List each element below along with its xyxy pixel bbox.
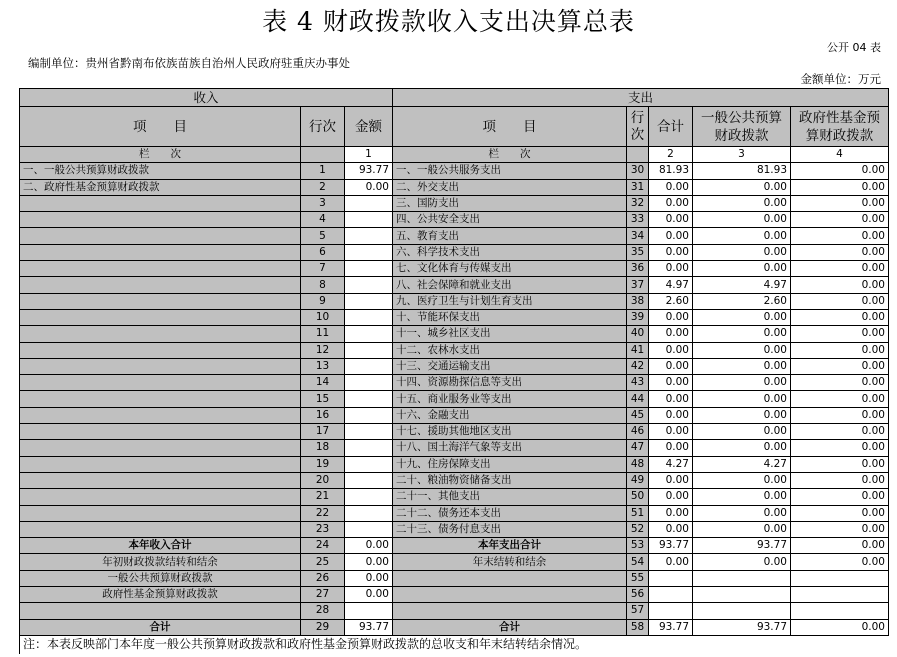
table-row [20, 440, 889, 456]
expense-item: 二十一、其他支出 [393, 489, 627, 505]
expense-item: 十九、住房保障支出 [393, 456, 627, 472]
fund-budget-amount: 0.00 [791, 407, 889, 423]
expense-row-no: 51 [627, 505, 649, 521]
income-item [20, 277, 301, 293]
income-item [20, 603, 301, 619]
expense-row-no: 55 [627, 570, 649, 586]
expense-total: 93.77 [649, 619, 693, 635]
expense-row-no: 37 [627, 277, 649, 293]
expense-item: 本年支出合计 [393, 538, 627, 554]
expense-row-no: 46 [627, 424, 649, 440]
income-row-no: 8 [301, 277, 345, 293]
income-amount [345, 309, 393, 325]
income-amount [345, 326, 393, 342]
income-item-header: 项 目 [20, 107, 301, 147]
income-amount: 0.00 [345, 554, 393, 570]
income-header: 收入 [20, 89, 393, 107]
expense-total: 0.00 [649, 554, 693, 570]
expense-row-no: 41 [627, 342, 649, 358]
expense-row-no: 57 [627, 603, 649, 619]
table-row [20, 179, 889, 195]
income-item: 合计 [20, 619, 301, 635]
expense-row-no: 53 [627, 538, 649, 554]
table-row [20, 424, 889, 440]
fund-budget-amount: 0.00 [791, 358, 889, 374]
expense-item-header: 项 目 [393, 107, 627, 147]
fund-budget-amount: 0.00 [791, 521, 889, 537]
expense-row-no: 42 [627, 358, 649, 374]
general-budget-amount: 0.00 [693, 554, 791, 570]
general-budget-amount: 2.60 [693, 293, 791, 309]
expense-total: 0.00 [649, 489, 693, 505]
income-item [20, 424, 301, 440]
expense-total: 0.00 [649, 195, 693, 211]
general-budget-amount: 0.00 [693, 358, 791, 374]
expense-total: 0.00 [649, 391, 693, 407]
income-row-no: 21 [301, 489, 345, 505]
expense-total: 0.00 [649, 342, 693, 358]
expense-row-no: 49 [627, 472, 649, 488]
income-amount [345, 277, 393, 293]
income-row-no: 7 [301, 261, 345, 277]
table-row [20, 277, 889, 293]
income-row-no: 3 [301, 195, 345, 211]
income-row-no: 10 [301, 309, 345, 325]
expense-item: 合计 [393, 619, 627, 635]
general-budget-amount: 0.00 [693, 342, 791, 358]
expense-row-no: 39 [627, 309, 649, 325]
income-row-no: 1 [301, 163, 345, 179]
expense-total: 0.00 [649, 212, 693, 228]
fund-budget-amount: 0.00 [791, 326, 889, 342]
expense-total: 93.77 [649, 538, 693, 554]
expense-total: 2.60 [649, 293, 693, 309]
expense-item: 二十三、债务付息支出 [393, 521, 627, 537]
income-row-no: 15 [301, 391, 345, 407]
income-item [20, 391, 301, 407]
general-budget-header: 一般公共预算财政拨款 [693, 107, 791, 147]
income-row-no: 24 [301, 538, 345, 554]
fund-budget-amount: 0.00 [791, 424, 889, 440]
income-row-no: 17 [301, 424, 345, 440]
expense-item: 十八、国土海洋气象等支出 [393, 440, 627, 456]
expense-item: 四、公共安全支出 [393, 212, 627, 228]
general-budget-amount [693, 570, 791, 586]
income-item [20, 407, 301, 423]
general-budget-amount: 0.00 [693, 228, 791, 244]
expense-item: 二、外交支出 [393, 179, 627, 195]
table-row [20, 375, 889, 391]
income-column-label: 栏 次 [20, 147, 301, 163]
income-row-no: 16 [301, 407, 345, 423]
income-item: 二、政府性基金预算财政拨款 [20, 179, 301, 195]
table-row [20, 195, 889, 211]
expense-item: 十二、农林水支出 [393, 342, 627, 358]
income-row-no-header: 行次 [301, 107, 345, 147]
page-title: 表 4 财政拨款收入支出决算总表 [262, 7, 635, 36]
expense-row-no: 44 [627, 391, 649, 407]
income-amount: 93.77 [345, 619, 393, 635]
income-item [20, 472, 301, 488]
table-note: 注：本表反映部门本年度一般公共预算财政拨款和政府性基金预算财政拨款的总收支和年末结转结余情况。 [20, 635, 889, 654]
income-item [20, 456, 301, 472]
income-amount: 0.00 [345, 570, 393, 586]
income-amount [345, 228, 393, 244]
table-row [20, 326, 889, 342]
income-item: 本年收入合计 [20, 538, 301, 554]
income-row-no: 22 [301, 505, 345, 521]
income-row-no: 20 [301, 472, 345, 488]
income-amount [345, 391, 393, 407]
income-item [20, 212, 301, 228]
fund-budget-amount: 0.00 [791, 538, 889, 554]
table-row [20, 309, 889, 325]
expense-total: 0.00 [649, 424, 693, 440]
income-row-no: 28 [301, 603, 345, 619]
expense-total: 0.00 [649, 228, 693, 244]
fund-budget-amount: 0.00 [791, 554, 889, 570]
income-row-no: 29 [301, 619, 345, 635]
expense-item: 十一、城乡社区支出 [393, 326, 627, 342]
fund-budget-amount: 0.00 [791, 472, 889, 488]
expense-row-no: 54 [627, 554, 649, 570]
fund-budget-amount: 0.00 [791, 195, 889, 211]
expense-row-no: 56 [627, 587, 649, 603]
general-budget-amount: 0.00 [693, 505, 791, 521]
expense-item [393, 603, 627, 619]
expense-total: 4.27 [649, 456, 693, 472]
general-budget-amount: 0.00 [693, 244, 791, 260]
fund-budget-amount [791, 587, 889, 603]
income-row-no: 6 [301, 244, 345, 260]
income-item [20, 358, 301, 374]
income-row-no: 27 [301, 587, 345, 603]
income-amount-header: 金额 [345, 107, 393, 147]
expense-item: 二十二、债务还本支出 [393, 505, 627, 521]
fund-budget-amount: 0.00 [791, 456, 889, 472]
income-item [20, 326, 301, 342]
expense-item: 十七、援助其他地区支出 [393, 424, 627, 440]
income-amount [345, 424, 393, 440]
expense-row-no: 36 [627, 261, 649, 277]
fund-budget-amount: 0.00 [791, 309, 889, 325]
income-amount [345, 440, 393, 456]
general-budget-amount: 4.97 [693, 277, 791, 293]
income-row-no: 4 [301, 212, 345, 228]
expense-row-no-header: 行次 [627, 107, 649, 147]
table-row [20, 570, 889, 586]
income-amount: 0.00 [345, 179, 393, 195]
income-item [20, 195, 301, 211]
income-item [20, 342, 301, 358]
income-item [20, 440, 301, 456]
income-row-no: 25 [301, 554, 345, 570]
income-row-no: 18 [301, 440, 345, 456]
expense-item: 六、科学技术支出 [393, 244, 627, 260]
fund-budget-amount [791, 603, 889, 619]
income-amount [345, 195, 393, 211]
expense-row-no: 35 [627, 244, 649, 260]
col-4-label: 4 [791, 147, 889, 163]
money-unit: 金额单位：万元 [800, 72, 881, 86]
expense-total [649, 603, 693, 619]
expense-row-no: 47 [627, 440, 649, 456]
income-item: 年初财政拨款结转和结余 [20, 554, 301, 570]
table-row [20, 603, 889, 619]
fund-budget-amount: 0.00 [791, 391, 889, 407]
expense-item: 二十、粮油物资储备支出 [393, 472, 627, 488]
fund-budget-amount: 0.00 [791, 261, 889, 277]
expense-row-no: 31 [627, 179, 649, 195]
income-row-no: 13 [301, 358, 345, 374]
fund-budget-amount: 0.00 [791, 179, 889, 195]
income-row-no: 23 [301, 521, 345, 537]
income-item [20, 521, 301, 537]
income-row-no: 5 [301, 228, 345, 244]
income-amount [345, 521, 393, 537]
form-code: 公开 04 表 [827, 41, 881, 54]
expense-column-label: 栏 次 [393, 147, 627, 163]
income-amount [345, 261, 393, 277]
expense-row-no: 32 [627, 195, 649, 211]
income-row-no: 12 [301, 342, 345, 358]
general-budget-amount: 0.00 [693, 407, 791, 423]
general-budget-amount: 0.00 [693, 309, 791, 325]
general-budget-amount: 93.77 [693, 538, 791, 554]
general-budget-amount [693, 587, 791, 603]
income-row-no: 2 [301, 179, 345, 195]
general-budget-amount: 0.00 [693, 489, 791, 505]
income-row-no: 19 [301, 456, 345, 472]
col-3-label: 3 [693, 147, 791, 163]
fund-budget-amount: 0.00 [791, 489, 889, 505]
expense-total: 4.97 [649, 277, 693, 293]
income-item [20, 228, 301, 244]
income-item [20, 309, 301, 325]
income-amount: 0.00 [345, 538, 393, 554]
income-item [20, 244, 301, 260]
expense-item: 一、一般公共服务支出 [393, 163, 627, 179]
general-budget-amount: 0.00 [693, 179, 791, 195]
table-row [20, 163, 889, 179]
general-budget-amount: 0.00 [693, 375, 791, 391]
income-item [20, 261, 301, 277]
compiling-unit: 编制单位：贵州省黔南布依族苗族自治州人民政府驻重庆办事处 [28, 56, 350, 70]
fund-budget-amount: 0.00 [791, 440, 889, 456]
general-budget-amount: 0.00 [693, 472, 791, 488]
general-budget-amount [693, 603, 791, 619]
expense-total: 0.00 [649, 521, 693, 537]
income-row-no: 14 [301, 375, 345, 391]
income-item [20, 489, 301, 505]
income-amount: 0.00 [345, 587, 393, 603]
expense-item: 三、国防支出 [393, 195, 627, 211]
expense-row-no: 58 [627, 619, 649, 635]
expense-row-no: 45 [627, 407, 649, 423]
table-row [20, 342, 889, 358]
fund-budget-amount: 0.00 [791, 505, 889, 521]
general-budget-amount: 0.00 [693, 440, 791, 456]
table-row [20, 587, 889, 603]
general-budget-amount: 0.00 [693, 195, 791, 211]
income-amount [345, 603, 393, 619]
table-row [20, 489, 889, 505]
expense-total: 0.00 [649, 326, 693, 342]
fund-budget-amount: 0.00 [791, 244, 889, 260]
general-budget-amount: 93.77 [693, 619, 791, 635]
expense-row-no: 33 [627, 212, 649, 228]
income-amount [345, 375, 393, 391]
fund-budget-amount: 0.00 [791, 375, 889, 391]
general-budget-amount: 4.27 [693, 456, 791, 472]
table-row [20, 293, 889, 309]
table-row [20, 554, 889, 570]
income-row-no: 9 [301, 293, 345, 309]
fund-budget-amount: 0.00 [791, 228, 889, 244]
income-amount: 93.77 [345, 163, 393, 179]
income-amount [345, 293, 393, 309]
fund-budget-amount [791, 570, 889, 586]
income-amount [345, 407, 393, 423]
expense-total: 0.00 [649, 358, 693, 374]
table-row [20, 244, 889, 260]
expense-item: 十、节能环保支出 [393, 309, 627, 325]
table-row [20, 261, 889, 277]
fund-budget-amount: 0.00 [791, 163, 889, 179]
table-row [20, 456, 889, 472]
table-row [20, 619, 889, 635]
table-row [20, 358, 889, 374]
expense-item: 十六、金融支出 [393, 407, 627, 423]
income-item [20, 505, 301, 521]
expense-total: 0.00 [649, 407, 693, 423]
income-item: 一般公共预算财政拨款 [20, 570, 301, 586]
expense-total: 0.00 [649, 244, 693, 260]
expense-item: 九、医疗卫生与计划生育支出 [393, 293, 627, 309]
income-amount [345, 358, 393, 374]
table-row [20, 407, 889, 423]
general-budget-amount: 81.93 [693, 163, 791, 179]
expense-item [393, 570, 627, 586]
expense-item: 十五、商业服务业等支出 [393, 391, 627, 407]
income-amount [345, 244, 393, 260]
income-item: 一、一般公共预算财政拨款 [20, 163, 301, 179]
fund-budget-amount: 0.00 [791, 293, 889, 309]
expense-item: 年末结转和结余 [393, 554, 627, 570]
income-item [20, 375, 301, 391]
general-budget-amount: 0.00 [693, 424, 791, 440]
expense-item: 七、文化体育与传媒支出 [393, 261, 627, 277]
expense-total: 0.00 [649, 440, 693, 456]
income-amount [345, 472, 393, 488]
expense-header: 支出 [393, 89, 889, 107]
expense-row-no: 43 [627, 375, 649, 391]
expense-total: 0.00 [649, 179, 693, 195]
expense-column-blank [627, 147, 649, 163]
fiscal-appropriation-table [19, 88, 889, 654]
fund-budget-amount: 0.00 [791, 212, 889, 228]
expense-total [649, 570, 693, 586]
expense-total: 0.00 [649, 472, 693, 488]
expense-row-no: 48 [627, 456, 649, 472]
general-budget-amount: 0.00 [693, 212, 791, 228]
general-budget-amount: 0.00 [693, 326, 791, 342]
expense-item: 十四、资源勘探信息等支出 [393, 375, 627, 391]
expense-item: 十三、交通运输支出 [393, 358, 627, 374]
expense-total [649, 587, 693, 603]
general-budget-amount: 0.00 [693, 391, 791, 407]
general-budget-amount: 0.00 [693, 261, 791, 277]
income-amount [345, 505, 393, 521]
expense-total: 0.00 [649, 375, 693, 391]
table-row [20, 505, 889, 521]
expense-item [393, 587, 627, 603]
income-amount [345, 456, 393, 472]
expense-row-no: 52 [627, 521, 649, 537]
expense-total: 0.00 [649, 505, 693, 521]
table-row [20, 228, 889, 244]
col-1-label: 1 [345, 147, 393, 163]
expense-row-no: 34 [627, 228, 649, 244]
expense-total: 81.93 [649, 163, 693, 179]
expense-row-no: 30 [627, 163, 649, 179]
table-row [20, 521, 889, 537]
fund-budget-amount: 0.00 [791, 619, 889, 635]
general-budget-amount: 0.00 [693, 521, 791, 537]
fund-budget-amount: 0.00 [791, 277, 889, 293]
income-item: 政府性基金预算财政拨款 [20, 587, 301, 603]
expense-item: 八、社会保障和就业支出 [393, 277, 627, 293]
table-row [20, 391, 889, 407]
expense-row-no: 50 [627, 489, 649, 505]
expense-total-header: 合计 [649, 107, 693, 147]
expense-item: 五、教育支出 [393, 228, 627, 244]
income-row-no: 11 [301, 326, 345, 342]
col-2-label: 2 [649, 147, 693, 163]
income-item [20, 293, 301, 309]
income-amount [345, 489, 393, 505]
income-column-blank [301, 147, 345, 163]
table-row [20, 538, 889, 554]
table-row [20, 472, 889, 488]
fund-budget-amount: 0.00 [791, 342, 889, 358]
income-row-no: 26 [301, 570, 345, 586]
fund-budget-header: 政府性基金预算财政拨款 [791, 107, 889, 147]
expense-row-no: 38 [627, 293, 649, 309]
income-amount [345, 342, 393, 358]
expense-total: 0.00 [649, 309, 693, 325]
table-row [20, 212, 889, 228]
expense-row-no: 40 [627, 326, 649, 342]
expense-total: 0.00 [649, 261, 693, 277]
income-amount [345, 212, 393, 228]
